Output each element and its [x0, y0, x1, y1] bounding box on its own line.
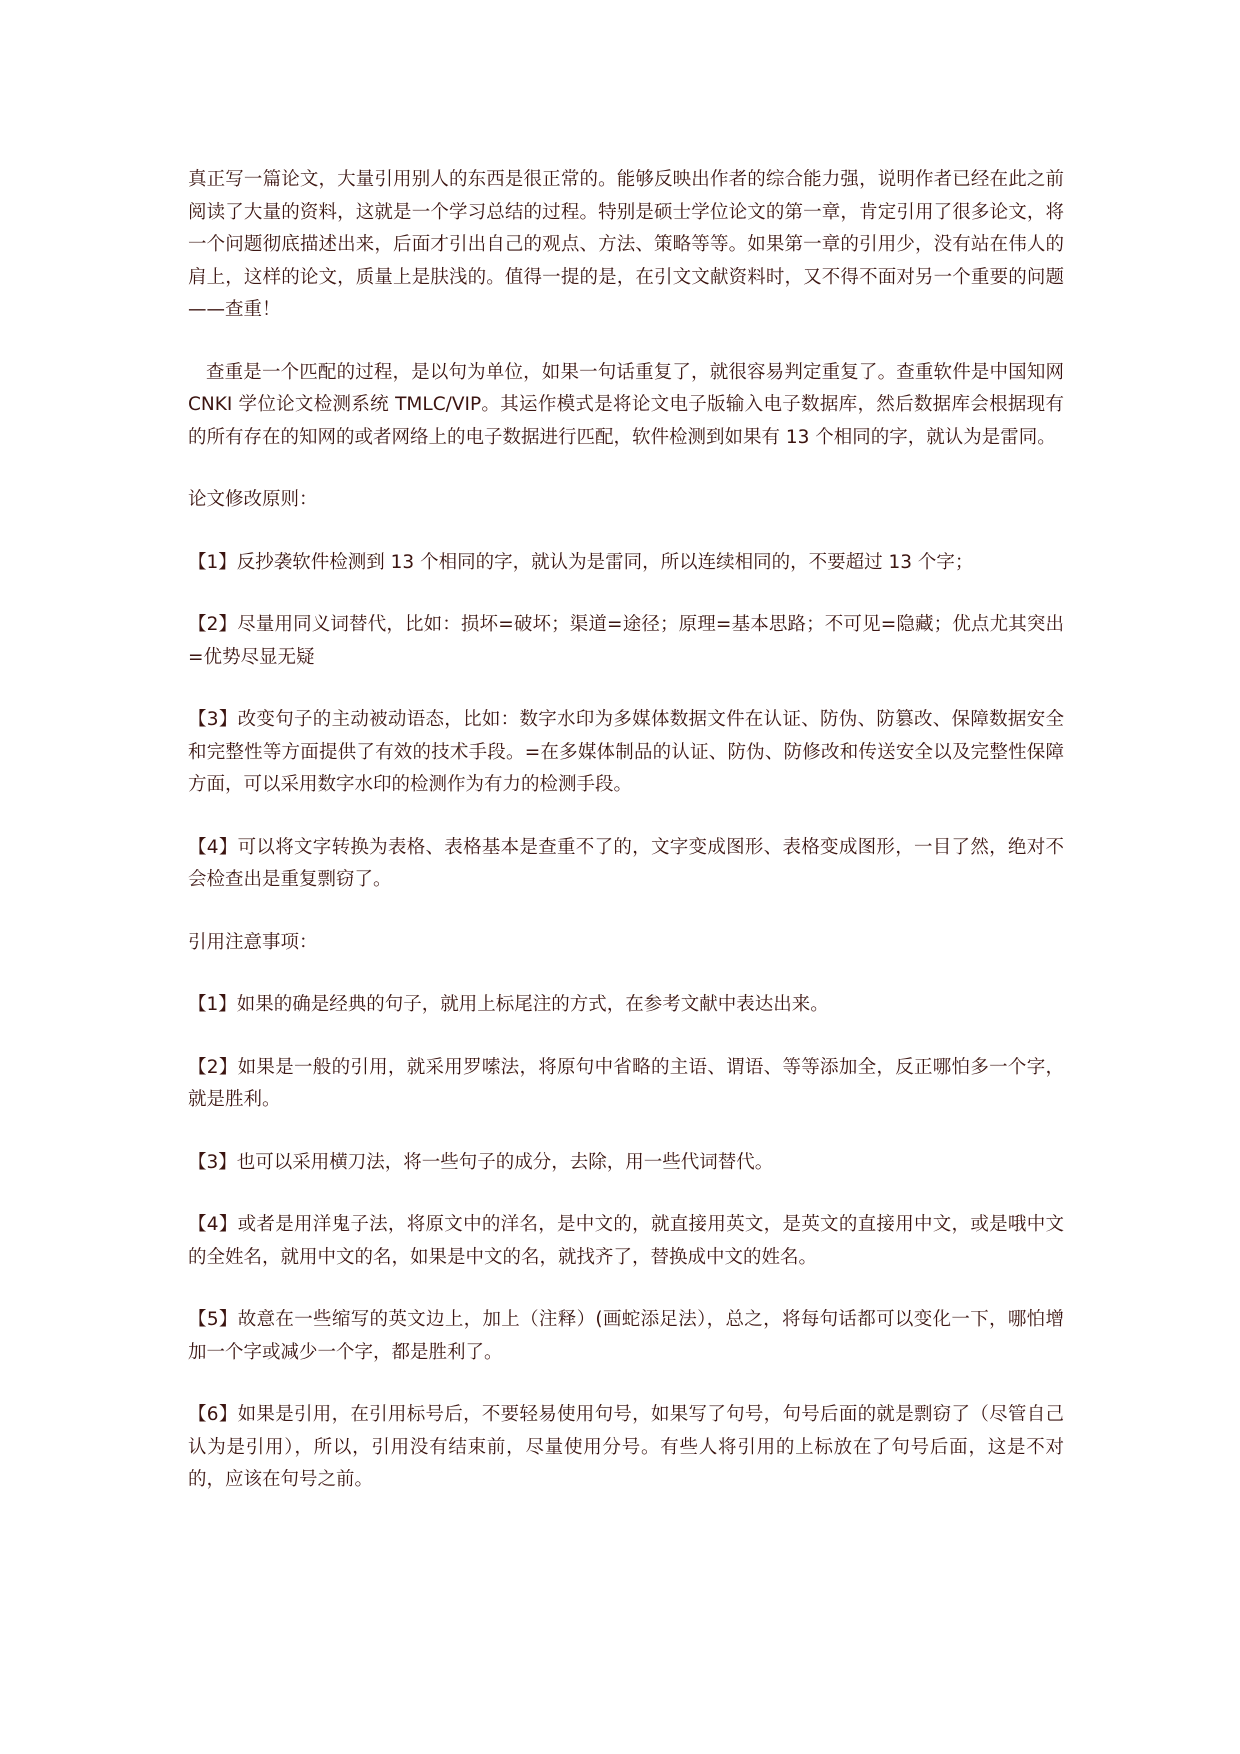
citation-item: 【4】或者是用洋鬼子法，将原文中的洋名，是中文的，就直接用英文，是英文的直接用中文，或是哦中文的全姓名，就用中文的名，如果是中文的名，就找齐了，替换成中文的姓名。 — [188, 1214, 1064, 1268]
principle-item: 【1】反抄袭软件检测到 13 个相同的字，就认为是雷同，所以连续相同的，不要超过 13 个字； — [188, 551, 974, 573]
citation-item: 【3】也可以采用横刀法，将一些句子的成分，去除，用一些代词替代。 — [188, 1151, 774, 1173]
principle-item: 【2】尽量用同义词替代，比如：损坏=破坏；渠道=途径；原理=基本思路；不可见=隐藏；优点尤其突出=优势尽显无疑 — [188, 614, 1064, 668]
intro-paragraph: 真正写一篇论文，大量引用别人的东西是很正常的。能够反映出作者的综合能力强，说明作者已经在此之前阅读了大量的资料，这就是一个学习总结的过程。特别是硕士学位论文的第一章，肯定引用了很多论文，将一个问题彻底描述出来，后面才引出自己的观点、方法、策略等等。如果第一章的引用少，没有站在伟人的肩上，这样的论文，质量上是肤浅的。值得一提的是，在引文文献资料时，又不得不面对另一个重要的问题——查重！ — [188, 169, 1064, 320]
document-body — [188, 164, 1064, 1527]
citations-heading: 引用注意事项： — [188, 931, 318, 953]
citation-item: 【5】故意在一些缩写的英文边上，加上（注释）(画蛇添足法），总之，将每句话都可以变化一下，哪怕增加一个字或减少一个字，都是胜利了。 — [188, 1309, 1064, 1363]
citation-item: 【6】如果是引用，在引用标号后，不要轻易使用句号，如果写了句号，句号后面的就是剽窃了（尽管自己认为是引用），所以，引用没有结束前，尽量使用分号。有些人将引用的上标放在了句号后面，这是不对的，应该在句号之前。 — [188, 1404, 1064, 1490]
citation-item: 【2】如果是一般的引用，就采用罗嗦法，将原句中省略的主语、谓语、等等添加全，反正哪怕多一个字，就是胜利。 — [188, 1056, 1064, 1110]
principles-heading: 论文修改原则： — [188, 489, 318, 510]
plagiarism-check-paragraph: 查重是一个匹配的过程，是以句为单位，如果一句话重复了，就很容易判定重复了。查重软件是中国知网 CNKI 学位论文检测系统 TMLC/VIP。其运作模式是将论文电子版输入电子数据库，然后数据库会根据现有的所有存在的知网的或者网络上的电子数据进行匹配，软件检测到如果有 13 个相同的字，就认为是雷同。 — [188, 361, 1064, 448]
citation-item: 【1】如果的确是经典的句子，就用上标尾注的方式，在参考文献中表达出来。 — [188, 994, 829, 1015]
principle-item: 【3】改变句子的主动被动语态，比如：数字水印为多媒体数据文件在认证、防伪、防篡改、保障数据安全和完整性等方面提供了有效的技术手段。=在多媒体制品的认证、防伪、防修改和传送安全以及完整性保障方面，可以采用数字水印的检测作为有力的检测手段。 — [188, 709, 1064, 795]
principle-item: 【4】可以将文字转换为表格、表格基本是查重不了的，文字变成图形、表格变成图形，一目了然，绝对不会检查出是重复剽窃了。 — [188, 836, 1064, 890]
